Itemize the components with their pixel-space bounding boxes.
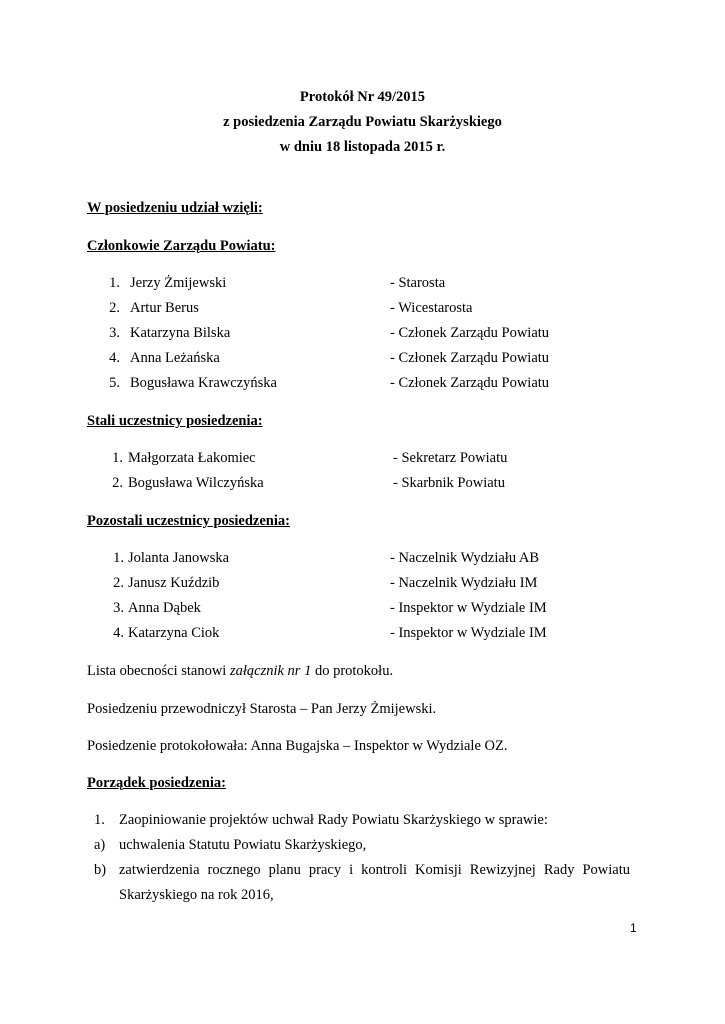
agenda-heading: Porządek posiedzenia: (87, 775, 226, 791)
member-role: - Skarbnik Powiatu (393, 475, 505, 491)
list-number: 3. (113, 600, 124, 616)
list-number: 2. (113, 575, 124, 591)
member-role: - Starosta (390, 275, 446, 291)
agenda-subitem-label: a) (94, 837, 106, 853)
document-subtitle: z posiedzenia Zarządu Powiatu Skarżyskiego (223, 114, 502, 130)
attendance-heading: W posiedzeniu udział wzięli: (87, 200, 263, 216)
document-date: w dniu 18 listopada 2015 r. (279, 139, 446, 155)
member-role: - Sekretarz Powiatu (393, 450, 508, 466)
member-name: Artur Berus (130, 300, 199, 316)
agenda-subitem-continuation: Skarżyskiego na rok 2016, (119, 887, 274, 903)
page-number: 1 (630, 921, 637, 935)
agenda-subitem-text: zatwierdzenia rocznego planu pracy i kontroli Komisji Rewizyjnej Rady Powiatu (119, 862, 630, 878)
member-name: Anna Dąbek (128, 600, 201, 616)
member-name: Małgorzata Łakomiec (128, 450, 256, 466)
list-number: 1. (112, 450, 123, 466)
agenda-subitem-label: b) (94, 862, 107, 878)
member-name: Katarzyna Ciok (128, 625, 220, 641)
minutes-note: Posiedzenie protokołowała: Anna Bugajska – Inspektor w Wydziale OZ. (87, 738, 508, 754)
member-role: - Inspektor w Wydziale IM (390, 600, 547, 616)
member-role: - Wicestarosta (390, 300, 473, 316)
agenda-subitem-text: uchwalenia Statutu Powiatu Skarżyskiego, (119, 837, 367, 853)
member-name: Jolanta Janowska (128, 550, 230, 566)
agenda-item-text: Zaopiniowanie projektów uchwał Rady Powiatu Skarżyskiego w sprawie: (119, 812, 548, 828)
list-number: 1. (113, 550, 124, 566)
list-number: 4. (113, 625, 124, 641)
member-name: Bogusława Krawczyńska (130, 375, 277, 391)
member-role: - Naczelnik Wydziału IM (390, 575, 538, 591)
attendance-note-after: do protokołu. (311, 663, 394, 679)
list-number: 2. (109, 300, 120, 316)
list-number: 5. (109, 375, 120, 391)
attendance-note-before: Lista obecności stanowi (87, 663, 230, 679)
member-role: - Członek Zarządu Powiatu (390, 350, 550, 366)
attachment-reference: załącznik nr 1 (229, 663, 312, 679)
list-number: 1. (109, 275, 120, 291)
chair-note: Posiedzeniu przewodniczył Starosta – Pan Jerzy Żmijewski. (87, 701, 437, 717)
member-role: - Członek Zarządu Powiatu (390, 375, 550, 391)
list-number: 3. (109, 325, 120, 341)
member-name: Jerzy Żmijewski (130, 275, 227, 291)
document-title: Protokół Nr 49/2015 (299, 89, 426, 105)
list-number: 4. (109, 350, 120, 366)
member-role: - Członek Zarządu Powiatu (390, 325, 550, 341)
member-name: Bogusława Wilczyńska (128, 475, 264, 491)
member-role: - Inspektor w Wydziale IM (390, 625, 547, 641)
board-heading: Członkowie Zarządu Powiatu: (87, 238, 276, 254)
agenda-item-number: 1. (94, 812, 105, 828)
list-number: 2. (112, 475, 123, 491)
member-name: Katarzyna Bilska (130, 325, 231, 341)
member-role: - Naczelnik Wydziału AB (390, 550, 540, 566)
member-name: Janusz Kuździb (128, 575, 220, 591)
member-name: Anna Leżańska (130, 350, 220, 366)
permanent-heading: Stali uczestnicy posiedzenia: (87, 413, 263, 429)
attendance-note (87, 664, 393, 679)
others-heading: Pozostali uczestnicy posiedzenia: (87, 513, 290, 529)
